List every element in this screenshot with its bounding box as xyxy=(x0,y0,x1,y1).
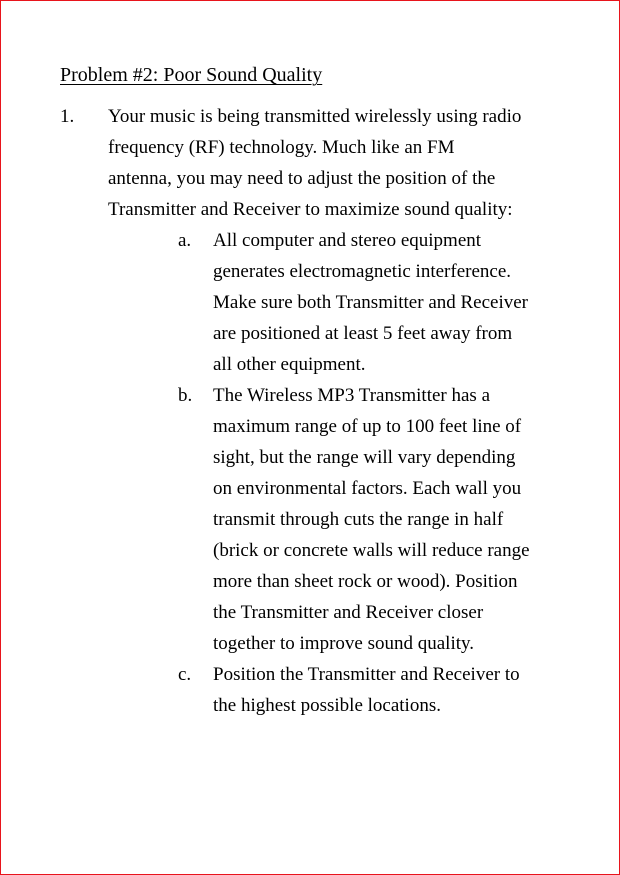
text-line: Your music is being transmitted wirelessly using radio xyxy=(108,106,522,127)
sub-item-b xyxy=(178,380,570,659)
text-line: the Transmitter and Receiver closer xyxy=(213,602,484,623)
sub-item-text xyxy=(213,659,570,721)
text-line: are positioned at least 5 feet away from xyxy=(213,323,513,344)
section-heading: Problem #2: Poor Sound Quality xyxy=(60,64,323,86)
text-line: all other equipment. xyxy=(213,354,366,375)
text-line: on environmental factors. Each wall you xyxy=(213,478,522,499)
sub-item-text xyxy=(213,380,570,659)
text-line: frequency (RF) technology. Much like an FM xyxy=(108,137,455,158)
text-line: Position the Transmitter and Receiver to xyxy=(213,664,520,685)
text-line: transmit through cuts the range in half xyxy=(213,509,504,530)
text-line: All computer and stereo equipment xyxy=(213,230,482,251)
sub-item-letter: a. xyxy=(178,230,192,251)
text-line: together to improve sound quality. xyxy=(213,633,475,654)
item-number: 1. xyxy=(60,106,75,127)
text-line: Transmitter and Receiver to maximize sound quality: xyxy=(108,199,513,220)
sub-item-letter: b. xyxy=(178,385,193,406)
sub-item-letter: c. xyxy=(178,664,192,685)
sub-item-c xyxy=(178,659,570,721)
text-line: generates electromagnetic interference. xyxy=(213,261,512,282)
text-line: Make sure both Transmitter and Receiver xyxy=(213,292,529,313)
text-line: the highest possible locations. xyxy=(213,695,441,716)
text-line: antenna, you may need to adjust the position of the xyxy=(108,168,496,189)
text-line: (brick or concrete walls will reduce range xyxy=(213,540,530,561)
text-line: more than sheet rock or wood). Position xyxy=(213,571,518,592)
text-line: sight, but the range will vary depending xyxy=(213,447,516,468)
text-line: The Wireless MP3 Transmitter has a xyxy=(213,385,491,406)
sub-item-a xyxy=(178,225,570,380)
text-line: maximum range of up to 100 feet line of xyxy=(213,416,522,437)
sub-item-text xyxy=(213,225,570,380)
item-text xyxy=(108,101,570,225)
numbered-item-1 xyxy=(60,101,570,721)
